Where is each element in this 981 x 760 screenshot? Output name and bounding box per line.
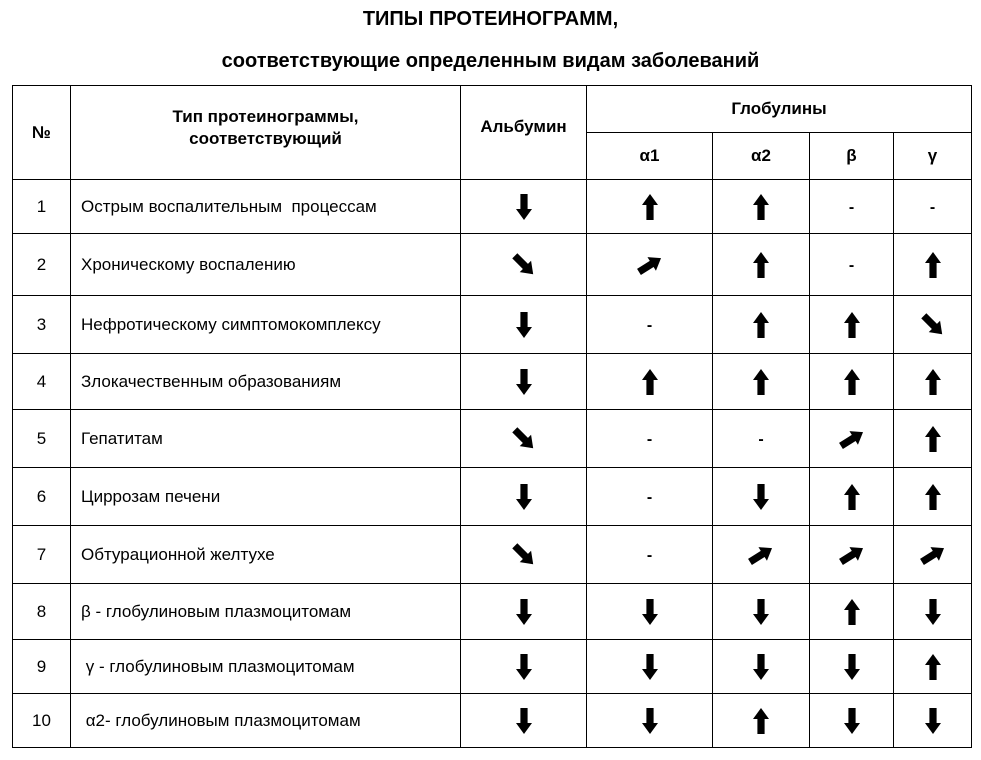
down-arrow-icon (834, 651, 870, 683)
cell-alpha2 (713, 526, 810, 584)
down-arrow-icon (506, 366, 542, 398)
cell-beta (810, 584, 894, 640)
down-arrow-icon (506, 596, 542, 628)
row-number: 6 (13, 468, 71, 526)
header-alpha2: α2 (713, 133, 810, 180)
cell-beta (810, 526, 894, 584)
header-beta: β (810, 133, 894, 180)
cell-beta (810, 640, 894, 694)
cell-alpha1 (587, 694, 713, 748)
cell-albumin (461, 526, 587, 584)
cell-beta (810, 694, 894, 748)
row-number: 10 (13, 694, 71, 748)
row-disease-name: Злокачественным образованиям (71, 354, 461, 410)
table-row (13, 296, 972, 354)
down-arrow-icon (915, 596, 951, 628)
cell-beta (810, 234, 894, 296)
up-right-arrow-icon (834, 539, 870, 571)
up-arrow-icon (743, 366, 779, 398)
cell-gamma (894, 694, 972, 748)
up-arrow-icon (834, 481, 870, 513)
cell-alpha1 (587, 468, 713, 526)
up-arrow-icon (915, 249, 951, 281)
cell-albumin (461, 694, 587, 748)
cell-albumin (461, 296, 587, 354)
cell-alpha2 (713, 584, 810, 640)
header-type-line2: соответствующий (189, 128, 342, 148)
header-gamma: γ (894, 133, 972, 180)
table-row (13, 354, 972, 410)
row-number: 4 (13, 354, 71, 410)
cell-alpha1 (587, 296, 713, 354)
cell-gamma (894, 410, 972, 468)
page-title: ТИПЫ ПРОТЕИНОГРАММ, (362, 8, 619, 30)
cell-gamma (894, 468, 972, 526)
table-row (13, 410, 972, 468)
row-disease-name: Острым воспалительным процессам (71, 180, 461, 234)
up-arrow-icon (834, 309, 870, 341)
cell-alpha1 (587, 526, 713, 584)
up-arrow-icon (743, 191, 779, 223)
row-disease-name: α2- глобулиновым плазмоцитомам (71, 694, 461, 748)
row-number: 1 (13, 180, 71, 234)
header-num: № (13, 86, 71, 180)
down-arrow-icon (915, 705, 951, 737)
cell-alpha2 (713, 354, 810, 410)
cell-gamma (894, 640, 972, 694)
table-row (13, 694, 972, 748)
cell-alpha1 (587, 640, 713, 694)
cell-albumin (461, 640, 587, 694)
up-right-arrow-icon (632, 249, 668, 281)
up-arrow-icon (632, 191, 668, 223)
cell-alpha2 (713, 180, 810, 234)
down-arrow-icon (632, 705, 668, 737)
cell-albumin (461, 354, 587, 410)
cell-alpha1 (587, 410, 713, 468)
down-arrow-icon (506, 481, 542, 513)
no-change-dash: - (646, 316, 653, 334)
table-row (13, 468, 972, 526)
no-change-dash: - (848, 198, 855, 216)
header-alpha1: α1 (587, 133, 713, 180)
header-albumin-label: Альбумин (480, 116, 567, 136)
row-number: 7 (13, 526, 71, 584)
cell-gamma (894, 354, 972, 410)
cell-albumin (461, 234, 587, 296)
cell-albumin (461, 180, 587, 234)
down-arrow-icon (743, 481, 779, 513)
up-arrow-icon (632, 366, 668, 398)
row-disease-name: Хроническому воспалению (71, 234, 461, 296)
up-arrow-icon (743, 249, 779, 281)
up-arrow-icon (834, 596, 870, 628)
cell-beta (810, 296, 894, 354)
header-globulins: Глобулины (587, 86, 972, 133)
cell-gamma (894, 584, 972, 640)
row-disease-name: Нефротическому симптомокомплексу (71, 296, 461, 354)
down-arrow-icon (743, 596, 779, 628)
up-arrow-icon (743, 705, 779, 737)
table-row (13, 234, 972, 296)
down-arrow-icon (632, 651, 668, 683)
no-change-dash: - (929, 198, 936, 216)
down-arrow-icon (834, 705, 870, 737)
cell-beta (810, 410, 894, 468)
down-arrow-icon (506, 309, 542, 341)
down-right-arrow-icon (915, 309, 951, 341)
down-arrow-icon (743, 651, 779, 683)
cell-gamma (894, 296, 972, 354)
down-arrow-icon (506, 651, 542, 683)
cell-albumin (461, 584, 587, 640)
no-change-dash: - (646, 488, 653, 506)
cell-gamma (894, 526, 972, 584)
row-number: 3 (13, 296, 71, 354)
row-number: 2 (13, 234, 71, 296)
header-type (71, 86, 461, 180)
cell-alpha1 (587, 180, 713, 234)
row-disease-name: β - глобулиновым плазмоцитомам (71, 584, 461, 640)
cell-alpha1 (587, 584, 713, 640)
cell-gamma (894, 234, 972, 296)
up-arrow-icon (915, 423, 951, 455)
cell-beta (810, 354, 894, 410)
page-subtitle: соответствующие определенным видам заболеваний (221, 50, 760, 72)
header-albumin (461, 86, 587, 180)
down-right-arrow-icon (506, 249, 542, 281)
header-type-line1: Тип протеинограммы, (172, 106, 359, 126)
cell-alpha2 (713, 410, 810, 468)
row-number: 8 (13, 584, 71, 640)
cell-alpha1 (587, 354, 713, 410)
table-row (13, 180, 972, 234)
no-change-dash: - (646, 430, 653, 448)
cell-alpha1 (587, 234, 713, 296)
cell-gamma (894, 180, 972, 234)
table-row (13, 526, 972, 584)
cell-alpha2 (713, 296, 810, 354)
cell-beta (810, 180, 894, 234)
no-change-dash: - (646, 546, 653, 564)
up-right-arrow-icon (834, 423, 870, 455)
down-arrow-icon (506, 191, 542, 223)
cell-alpha2 (713, 468, 810, 526)
up-arrow-icon (915, 651, 951, 683)
up-right-arrow-icon (915, 539, 951, 571)
up-arrow-icon (743, 309, 779, 341)
cell-albumin (461, 410, 587, 468)
down-right-arrow-icon (506, 539, 542, 571)
up-right-arrow-icon (743, 539, 779, 571)
no-change-dash: - (848, 256, 855, 274)
table-row (13, 640, 972, 694)
cell-albumin (461, 468, 587, 526)
cell-alpha2 (713, 234, 810, 296)
row-number: 9 (13, 640, 71, 694)
cell-alpha2 (713, 640, 810, 694)
up-arrow-icon (915, 366, 951, 398)
up-arrow-icon (915, 481, 951, 513)
row-disease-name: γ - глобулиновым плазмоцитомам (71, 640, 461, 694)
proteinogram-table (12, 85, 972, 748)
down-right-arrow-icon (506, 423, 542, 455)
cell-alpha2 (713, 694, 810, 748)
row-disease-name: Циррозам печени (71, 468, 461, 526)
row-number: 5 (13, 410, 71, 468)
row-disease-name: Гепатитам (71, 410, 461, 468)
no-change-dash: - (758, 430, 764, 448)
cell-beta (810, 468, 894, 526)
row-disease-name: Обтурационной желтухе (71, 526, 461, 584)
down-arrow-icon (632, 596, 668, 628)
up-arrow-icon (834, 366, 870, 398)
table-row (13, 584, 972, 640)
down-arrow-icon (506, 705, 542, 737)
